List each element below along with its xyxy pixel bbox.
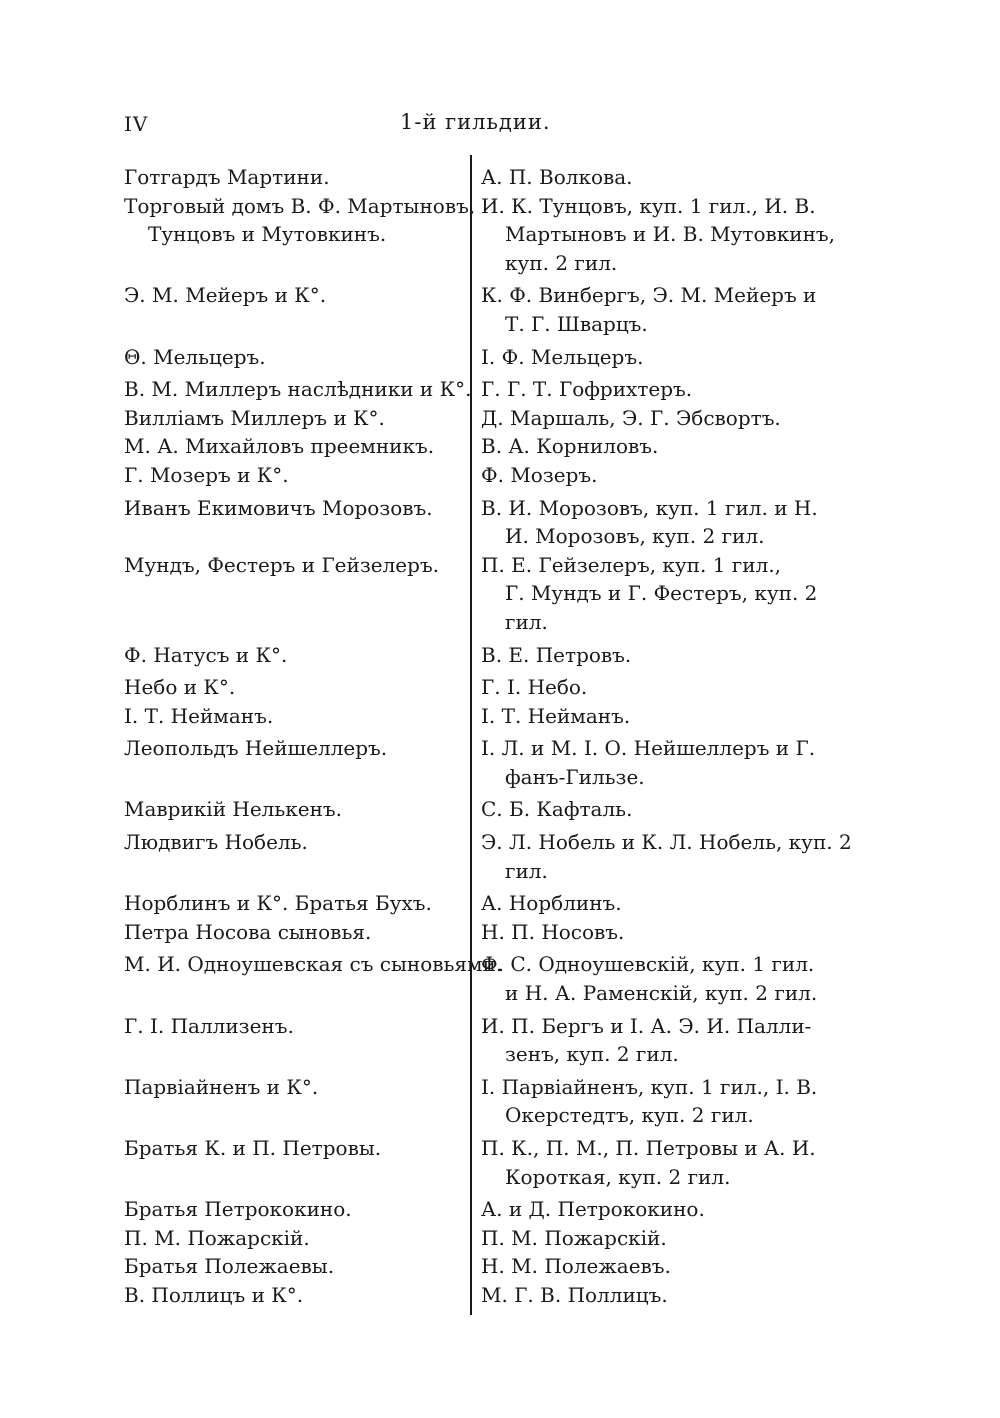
owners-cell bbox=[469, 828, 852, 885]
owners-line: гил. bbox=[505, 609, 548, 634]
table-row bbox=[124, 1281, 844, 1310]
owners-cell bbox=[469, 702, 824, 731]
table-row bbox=[124, 343, 844, 372]
owners-cell bbox=[469, 950, 824, 1007]
firm-name-line: Норблинъ и К°. Братья Бухъ. bbox=[124, 891, 432, 916]
owners-line: К. Ф. Винбергъ, Э. М. Мейеръ и bbox=[481, 283, 817, 308]
owners-cell bbox=[469, 404, 824, 433]
table-row bbox=[124, 1073, 844, 1130]
firm-name-cell bbox=[124, 461, 469, 490]
owners-line: В. И. Морозовъ, куп. 1 гил. и Н. bbox=[481, 495, 818, 520]
firm-name-cell bbox=[124, 494, 469, 523]
owners-line: А. П. Волкова. bbox=[481, 165, 633, 189]
owners-line: И. К. Тунцовъ, куп. 1 гил., И. В. bbox=[481, 193, 816, 218]
owners-line: гил. bbox=[505, 858, 548, 883]
table-row bbox=[124, 734, 844, 791]
firm-name-line: Θ. Мельцеръ. bbox=[124, 344, 266, 369]
firm-name-cell bbox=[124, 1134, 469, 1163]
firm-name-line: Вилліамъ Миллеръ и К°. bbox=[124, 405, 385, 430]
table-row bbox=[124, 192, 844, 278]
owners-cell bbox=[469, 192, 836, 278]
firm-name-cell bbox=[124, 702, 469, 731]
owners-line: А. и Д. Петрококино. bbox=[481, 1197, 705, 1222]
firm-name-line: I. Т. Нейманъ. bbox=[124, 703, 274, 728]
firm-name-line: П. М. Пожарскій. bbox=[124, 1225, 310, 1250]
firm-name-line: М. А. Михайловъ преемникъ. bbox=[124, 434, 435, 459]
owners-cell bbox=[469, 1224, 824, 1253]
firm-name-cell bbox=[124, 918, 469, 947]
running-head: 1-й гильдии. bbox=[400, 110, 551, 134]
owners-line: Окерстедтъ, куп. 2 гил. bbox=[505, 1103, 754, 1128]
firm-name-line: Торговый домъ В. Ф. Мартыновъ, bbox=[124, 193, 476, 218]
merchant-table bbox=[124, 163, 852, 1310]
firm-name-line: Мундъ, Фестеръ и Гейзелеръ. bbox=[124, 552, 440, 577]
owners-cell bbox=[469, 551, 824, 637]
owners-cell bbox=[469, 163, 824, 192]
owners-line: Г. Мундъ и Г. Фестеръ, куп. 2 bbox=[505, 581, 818, 606]
owners-line: Э. Л. Нобель и К. Л. Нобель, куп. 2 bbox=[481, 830, 852, 855]
firm-name-cell bbox=[124, 950, 503, 979]
firm-name-line: Г. I. Паллизенъ. bbox=[124, 1013, 294, 1038]
owners-cell bbox=[469, 432, 824, 461]
owners-line: куп. 2 гил. bbox=[505, 250, 618, 275]
firm-name-cell bbox=[124, 281, 469, 310]
owners-line: фанъ-Гильзе. bbox=[505, 764, 645, 789]
firm-name-cell bbox=[124, 192, 476, 249]
firm-name-cell bbox=[124, 375, 472, 404]
owners-line: П. Е. Гейзелеръ, куп. 1 гил., bbox=[481, 552, 782, 577]
firm-name-line: Г. Мозеръ и К°. bbox=[124, 462, 289, 487]
owners-cell bbox=[469, 375, 824, 404]
firm-name-cell bbox=[124, 404, 469, 433]
owners-line: Т. Г. Шварцъ. bbox=[505, 311, 648, 336]
owners-cell bbox=[469, 889, 824, 918]
firm-name-line: Иванъ Екимовичъ Морозовъ. bbox=[124, 495, 433, 520]
owners-line: I. Ф. Мельцеръ. bbox=[481, 344, 644, 369]
table-row bbox=[124, 163, 844, 192]
table-row bbox=[124, 1224, 844, 1253]
owners-cell bbox=[469, 1012, 824, 1069]
table-row bbox=[124, 494, 844, 551]
table-row bbox=[124, 641, 844, 670]
owners-cell bbox=[469, 918, 824, 947]
firm-name-cell bbox=[124, 795, 469, 824]
owners-cell bbox=[469, 734, 824, 791]
firm-name-line: Небо и К°. bbox=[124, 675, 236, 700]
table-row bbox=[124, 281, 844, 338]
owners-line: Д. Маршаль, Э. Г. Эбсвортъ. bbox=[481, 405, 781, 430]
owners-line: зенъ, куп. 2 гил. bbox=[505, 1042, 679, 1067]
table-row bbox=[124, 889, 844, 918]
firm-name-line: Ф. Натусъ и К°. bbox=[124, 642, 288, 667]
owners-cell bbox=[469, 1195, 824, 1224]
firm-name-cell bbox=[124, 1073, 469, 1102]
table-row bbox=[124, 702, 844, 731]
firm-name-line: Готгардъ Мартини. bbox=[124, 165, 330, 189]
owners-line: I. Л. и М. I. О. Нейшеллеръ и Г. bbox=[481, 736, 816, 761]
table-row bbox=[124, 918, 844, 947]
table-row bbox=[124, 1195, 844, 1224]
owners-line: Н. П. Носовъ. bbox=[481, 919, 625, 944]
owners-line: I. Парвіайненъ, куп. 1 гил., I. В. bbox=[481, 1074, 818, 1099]
firm-name-cell bbox=[124, 432, 469, 461]
firm-name-line: Маврикій Нелькенъ. bbox=[124, 797, 342, 822]
owners-cell bbox=[469, 673, 824, 702]
firm-name-cell bbox=[124, 1224, 469, 1253]
owners-line: Г. Г. Т. Гофрихтеръ. bbox=[481, 377, 693, 402]
owners-line: В. А. Корниловъ. bbox=[481, 434, 659, 459]
owners-line: и Н. А. Раменскій, куп. 2 гил. bbox=[505, 981, 818, 1006]
owners-line: А. Норблинъ. bbox=[481, 891, 622, 916]
owners-cell bbox=[469, 795, 824, 824]
owners-cell bbox=[469, 461, 824, 490]
firm-name-cell bbox=[124, 889, 469, 918]
owners-cell bbox=[469, 343, 824, 372]
owners-line: Ф. Мозеръ. bbox=[481, 462, 598, 487]
owners-line: С. Б. Кафталь. bbox=[481, 797, 633, 822]
firm-name-line: М. И. Одноушевская съ сыновьями. bbox=[124, 952, 503, 977]
owners-cell bbox=[469, 494, 824, 551]
firm-name-line: Братья Петрококино. bbox=[124, 1197, 352, 1222]
firm-name-cell bbox=[124, 734, 469, 763]
firm-name-cell bbox=[124, 1195, 469, 1224]
table-row bbox=[124, 404, 844, 433]
owners-line: Мартыновъ и И. В. Мутовкинъ, bbox=[505, 222, 836, 247]
table-row bbox=[124, 673, 844, 702]
table-row bbox=[124, 828, 852, 885]
owners-line: И. Морозовъ, куп. 2 гил. bbox=[505, 524, 765, 549]
table-row bbox=[124, 461, 844, 490]
owners-line: П. К., П. М., П. Петровы и А. И. bbox=[481, 1136, 816, 1160]
owners-cell bbox=[469, 1134, 824, 1191]
owners-line: И. П. Бергъ и I. А. Э. И. Палли- bbox=[481, 1013, 812, 1038]
firm-name-cell bbox=[124, 343, 469, 372]
owners-line: П. М. Пожарскій. bbox=[481, 1225, 667, 1250]
table-row bbox=[124, 432, 844, 461]
page-number: IV bbox=[124, 112, 149, 136]
table-row bbox=[124, 1134, 844, 1191]
firm-name-cell bbox=[124, 1281, 469, 1310]
firm-name-cell bbox=[124, 163, 469, 192]
owners-line: В. Е. Петровъ. bbox=[481, 642, 632, 667]
firm-name-line: Братья Полежаевы. bbox=[124, 1254, 335, 1279]
table-row bbox=[124, 1252, 844, 1281]
owners-cell bbox=[469, 1281, 824, 1310]
owners-cell bbox=[469, 1073, 824, 1130]
firm-name-line: Леопольдъ Нейшеллеръ. bbox=[124, 736, 388, 761]
firm-name-line: Парвіайненъ и К°. bbox=[124, 1074, 319, 1099]
owners-cell bbox=[469, 641, 824, 670]
firm-name-line: Людвигъ Нобель. bbox=[124, 830, 308, 855]
firm-name-cell bbox=[124, 673, 469, 702]
firm-name-line: Тунцовъ и Мутовкинъ. bbox=[148, 222, 387, 247]
owners-line: I. Т. Нейманъ. bbox=[481, 703, 631, 728]
firm-name-cell bbox=[124, 551, 469, 580]
table-row bbox=[124, 1012, 844, 1069]
table-row bbox=[124, 950, 844, 1007]
owners-cell bbox=[469, 1252, 824, 1281]
owners-cell bbox=[469, 281, 824, 338]
firm-name-line: Братья К. и П. Петровы. bbox=[124, 1136, 382, 1160]
table-row bbox=[124, 375, 844, 404]
owners-line: Ф. С. Одноушевскій, куп. 1 гил. bbox=[481, 952, 815, 977]
firm-name-line: Петра Носова сыновья. bbox=[124, 919, 372, 944]
firm-name-line: В. Поллицъ и К°. bbox=[124, 1282, 304, 1307]
firm-name-cell bbox=[124, 641, 469, 670]
table-row bbox=[124, 795, 844, 824]
firm-name-cell bbox=[124, 1012, 469, 1041]
firm-name-line: Э. М. Мейеръ и К°. bbox=[124, 283, 327, 308]
owners-line: Г. I. Небо. bbox=[481, 675, 588, 700]
firm-name-cell bbox=[124, 1252, 469, 1281]
owners-line: М. Г. В. Поллицъ. bbox=[481, 1282, 668, 1307]
firm-name-cell bbox=[124, 828, 469, 857]
owners-line: Короткая, куп. 2 гил. bbox=[505, 1164, 731, 1189]
firm-name-line: В. М. Миллеръ наслѣдники и К°. bbox=[124, 377, 472, 402]
table-row bbox=[124, 551, 844, 637]
owners-line: Н. М. Полежаевъ. bbox=[481, 1254, 671, 1279]
